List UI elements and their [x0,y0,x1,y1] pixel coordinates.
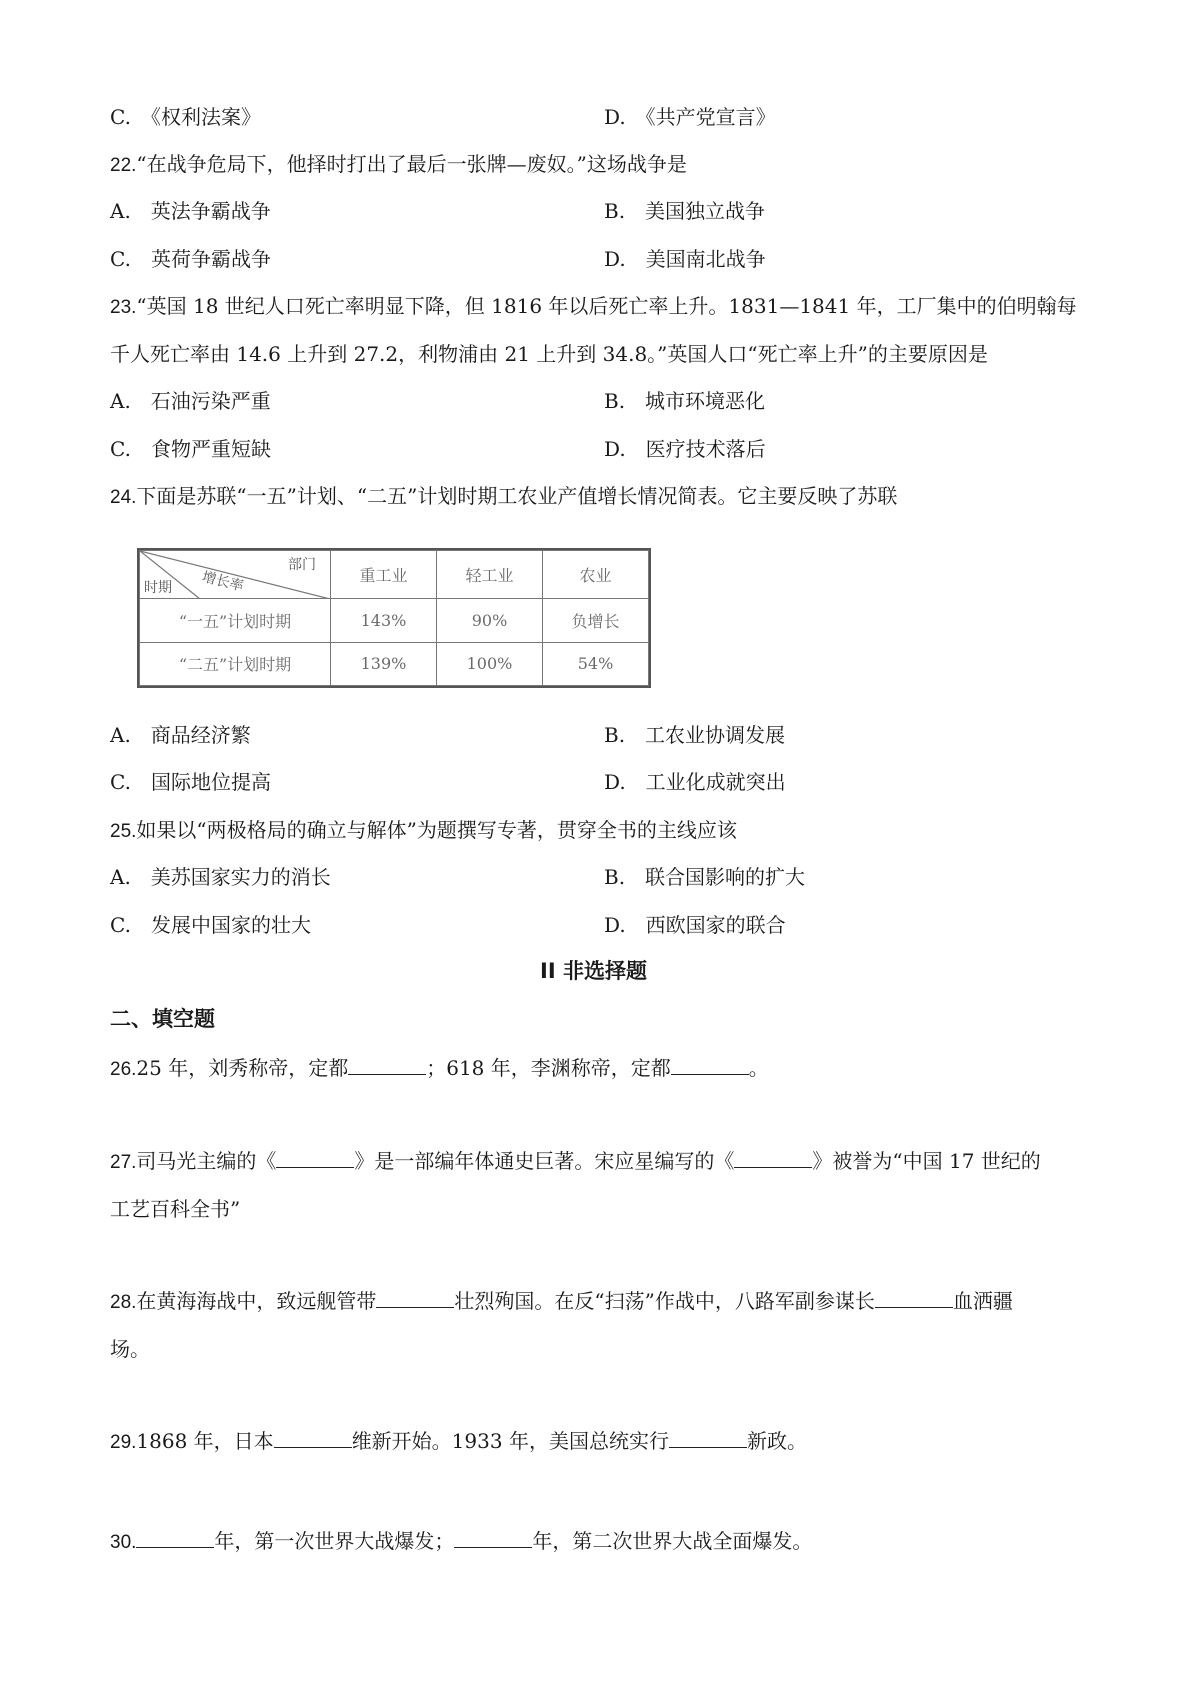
q26 [110,1054,769,1084]
q24-option-a: A. 商品经济繁 [110,723,251,747]
q30-text-b: 年，第二次世界大战全面爆发。 [532,1529,813,1553]
q28-line1 [110,1287,1013,1317]
q30-blank-2[interactable] [454,1529,532,1548]
q29-number: 29. [110,1432,137,1453]
q23-stem-line1 [110,292,1077,322]
q27-text-c: 》被誉为“中国 17 世纪的 [812,1149,1041,1173]
q23-text-2: 千人死亡率由 14.6 上升到 27.2，利物浦由 21 上升到 34.8。”英国人口“死亡率上升”的主要原因是 [110,342,988,366]
corner-label-period: 时期 [144,580,172,596]
q29 [110,1427,807,1457]
table-row [140,599,649,643]
q26-text-b: ；618 年，李渊称帝，定都 [426,1056,671,1080]
q28-number: 28. [110,1292,137,1313]
table-header-heavy-industry: 重工业 [331,551,437,599]
q29-text-a: 1868 年，日本 [136,1429,274,1453]
q22-option-d: D. 美国南北战争 [604,247,766,271]
corner-label-growth-rate: 增长率 [200,569,246,595]
q27-line1 [110,1147,1041,1177]
q29-text-b: 维新开始。1933 年，美国总统实行 [351,1429,669,1453]
q25-option-a: A. 美苏国家实力的消长 [110,865,331,889]
q30-blank-1[interactable] [136,1529,214,1548]
q27-blank-1[interactable] [276,1149,354,1168]
q29-blank-2[interactable] [669,1429,747,1448]
q24-option-c: C. 国际地位提高 [110,770,271,794]
corner-label-department: 部门 [288,557,316,573]
q25-option-b: B. 联合国影响的扩大 [604,865,806,889]
q22-option-c: C. 英荷争霸战争 [110,247,271,271]
table-cell: 54% [543,642,649,686]
table-cell: 负增长 [543,599,649,643]
q24-stem [110,482,897,512]
table-row-label: “一五”计划时期 [140,599,331,643]
table-header-light-industry: 轻工业 [437,551,543,599]
table-header-agriculture: 农业 [543,551,649,599]
q28-text-b: 壮烈殉国。在反“扫荡”作战中，八路军副参谋长 [454,1289,875,1313]
q27-text-d: 工艺百科全书” [110,1197,241,1221]
q23-option-c: C. 食物严重短缺 [110,437,271,461]
q23-option-d: D. 医疗技术落后 [604,437,766,461]
q30 [110,1527,812,1557]
q23-text-1: “英国 18 世纪人口死亡率明显下降，但 1816 年以后死亡率上升。1831—1841 年，工厂集中的伯明翰每 [136,294,1077,318]
q28-text-d: 场。 [110,1337,150,1361]
q26-text-a: 25 年，刘秀称帝，定都 [136,1056,349,1080]
q28-blank-1[interactable] [376,1289,454,1308]
q22-text: “在战争危局下，他择时打出了最后一张牌—废奴。”这场战争是 [136,152,687,176]
table-row [140,642,649,686]
q27-blank-2[interactable] [734,1149,812,1168]
q25-option-d: D. 西欧国家的联合 [604,913,786,937]
growth-table [137,548,651,688]
q25-text: 如果以“两极格局的确立与解体”为题撰写专著，贯穿全书的主线应该 [136,818,737,842]
q28-text-a: 在黄海海战中，致远舰管带 [136,1289,377,1313]
q28-blank-2[interactable] [875,1289,953,1308]
fill-blank-heading: 二、填空题 [110,1007,215,1031]
table-row-label: “二五”计划时期 [140,642,331,686]
q23-number: 23. [110,297,137,318]
q26-blank-1[interactable] [348,1056,426,1075]
q24-option-d: D. 工业化成就突出 [604,770,786,794]
q27-text-b: 》是一部编年体通史巨著。宋应星编写的《 [354,1149,735,1173]
q27-text-a: 司马光主编的《 [136,1149,277,1173]
q22-stem [110,150,687,180]
q26-blank-2[interactable] [671,1056,749,1075]
q24-text: 下面是苏联“一五”计划、“二五”计划时期工农业产值增长情况简表。它主要反映了苏联 [136,484,898,508]
q27-number: 27. [110,1152,137,1173]
table-corner-cell [140,551,331,599]
q24-number: 24. [110,487,137,508]
q22-option-a: A. 英法争霸战争 [110,199,271,223]
table-cell: 90% [437,599,543,643]
q29-text-c: 新政。 [746,1429,807,1453]
q23-option-b: B. 城市环境恶化 [604,389,766,413]
q30-number: 30. [110,1532,137,1553]
q21-option-d: D. 《共产党宣言》 [604,105,776,129]
q24-option-b: B. 工农业协调发展 [604,723,786,747]
q25-option-c: C. 发展中国家的壮大 [110,913,311,937]
q30-text-a: 年，第一次世界大战爆发； [214,1529,455,1553]
q21-option-c: C. 《权利法案》 [110,105,261,129]
q26-text-c: 。 [748,1056,769,1080]
q25-number: 25. [110,821,137,842]
section-title: II 非选择题 [540,959,647,983]
q23-option-a: A. 石油污染严重 [110,389,271,413]
q28-text-c: 血洒疆 [952,1289,1013,1313]
q22-number: 22. [110,155,137,176]
q22-option-b: B. 美国独立战争 [604,199,766,223]
table-cell: 139% [331,642,437,686]
q25-stem [110,816,737,846]
q29-blank-1[interactable] [274,1429,352,1448]
table-cell: 143% [331,599,437,643]
q26-number: 26. [110,1059,137,1080]
table-cell: 100% [437,642,543,686]
